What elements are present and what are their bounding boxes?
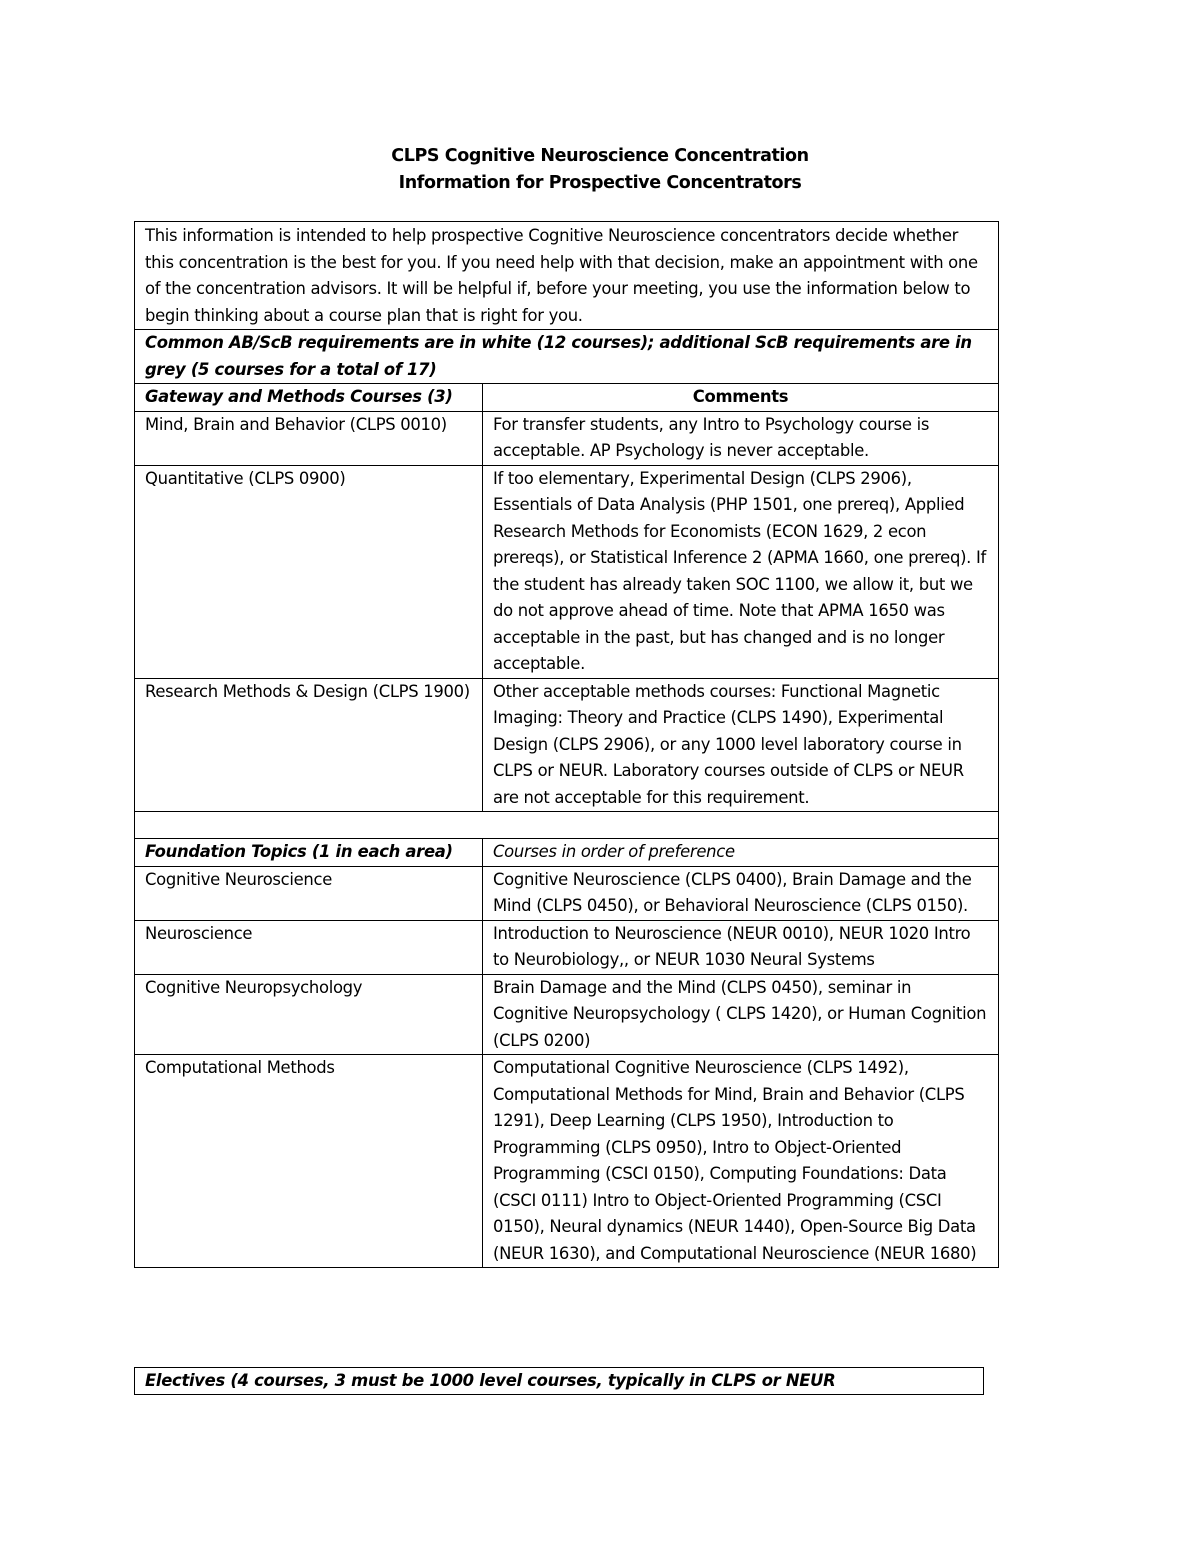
gateway-header-row bbox=[135, 384, 999, 412]
table-row bbox=[135, 974, 999, 1055]
gateway-course: Mind, Brain and Behavior (CLPS 0010) bbox=[135, 411, 483, 465]
foundation-courses: Cognitive Neuroscience (CLPS 0400), Brain Damage and the Mind (CLPS 0450), or Behavioral Neuroscience (CLPS 0150). bbox=[483, 866, 999, 920]
foundation-courses: Introduction to Neuroscience (NEUR 0010), NEUR 1020 Intro to Neurobiology,, or NEUR 1030 Neural Systems bbox=[483, 920, 999, 974]
requirements-note: Common AB/ScB requirements are in white (12 courses); additional ScB requirements are in grey (5 courses for a total of 17) bbox=[135, 330, 999, 384]
comments-header: Comments bbox=[483, 384, 999, 412]
gateway-course: Research Methods & Design (CLPS 1900) bbox=[135, 678, 483, 812]
requirements-note-row bbox=[135, 330, 999, 384]
foundation-area: Cognitive Neuropsychology bbox=[135, 974, 483, 1055]
gateway-comment: Other acceptable methods courses: Functional Magnetic Imaging: Theory and Practice (CLPS 1490), Experimental Design (CLPS 2906), or any 1000 level laboratory course in CLPS or NEUR. Laboratory courses outside of CLPS or NEUR are not acceptable for this requirement. bbox=[483, 678, 999, 812]
foundation-area: Computational Methods bbox=[135, 1055, 483, 1268]
electives-table bbox=[134, 1367, 984, 1395]
table-row bbox=[135, 1055, 999, 1268]
spacer-cell bbox=[135, 812, 999, 839]
intro-text: This information is intended to help prospective Cognitive Neuroscience concentrators decide whether this concentration is the best for you. If you need help with that decision, make an appointment with one of the concentration advisors. It will be helpful if, before your meeting, you use the information below to begin thinking about a course plan that is right for you. bbox=[135, 222, 999, 330]
intro-row bbox=[135, 222, 999, 330]
table-row bbox=[135, 920, 999, 974]
table-row bbox=[135, 866, 999, 920]
gateway-header: Gateway and Methods Courses (3) bbox=[135, 384, 483, 412]
foundation-courses: Computational Cognitive Neuroscience (CLPS 1492), Computational Methods for Mind, Brain and Behavior (CLPS 1291), Deep Learning (CLPS 1950), Introduction to Programming (CLPS 0950), Intro to Object-Oriented Programming (CSCI 0150), Computing Foundations: Data (CSCI 0111) Intro to Object-Oriented Programming (CSCI 0150), Neural dynamics (NEUR 1440), Open-Source Big Data (NEUR 1630), and Computational Neuroscience (NEUR 1680) bbox=[483, 1055, 999, 1268]
requirements-table bbox=[134, 221, 999, 1268]
foundation-courses: Brain Damage and the Mind (CLPS 0450), seminar in Cognitive Neuropsychology ( CLPS 1420), or Human Cognition (CLPS 0200) bbox=[483, 974, 999, 1055]
document-title bbox=[0, 143, 1200, 197]
gateway-comment: If too elementary, Experimental Design (CLPS 2906), Essentials of Data Analysis (PHP 1501, one prereq), Applied Research Methods for Economists (ECON 1629, 2 econ prereqs), or Statistical Inference 2 (APMA 1660, one prereq). If the student has already taken SOC 1100, we allow it, but we do not approve ahead of time. Note that APMA 1650 was acceptable in the past, but has changed and is no longer acceptable. bbox=[483, 465, 999, 678]
foundation-header-row bbox=[135, 839, 999, 867]
foundation-comments-header: Courses in order of preference bbox=[483, 839, 999, 867]
electives-header: Electives (4 courses, 3 must be 1000 level courses, typically in CLPS or NEUR bbox=[135, 1368, 984, 1395]
table-row bbox=[135, 678, 999, 812]
table-row bbox=[135, 411, 999, 465]
title-line-1: CLPS Cognitive Neuroscience Concentration bbox=[391, 146, 809, 166]
title-line-2: Information for Prospective Concentrators bbox=[398, 173, 802, 193]
spacer-row bbox=[135, 812, 999, 839]
foundation-area: Neuroscience bbox=[135, 920, 483, 974]
foundation-header: Foundation Topics (1 in each area) bbox=[135, 839, 483, 867]
table-row bbox=[135, 465, 999, 678]
electives-row bbox=[135, 1368, 984, 1395]
foundation-area: Cognitive Neuroscience bbox=[135, 866, 483, 920]
gateway-comment: For transfer students, any Intro to Psychology course is acceptable. AP Psychology is never acceptable. bbox=[483, 411, 999, 465]
gateway-course: Quantitative (CLPS 0900) bbox=[135, 465, 483, 678]
